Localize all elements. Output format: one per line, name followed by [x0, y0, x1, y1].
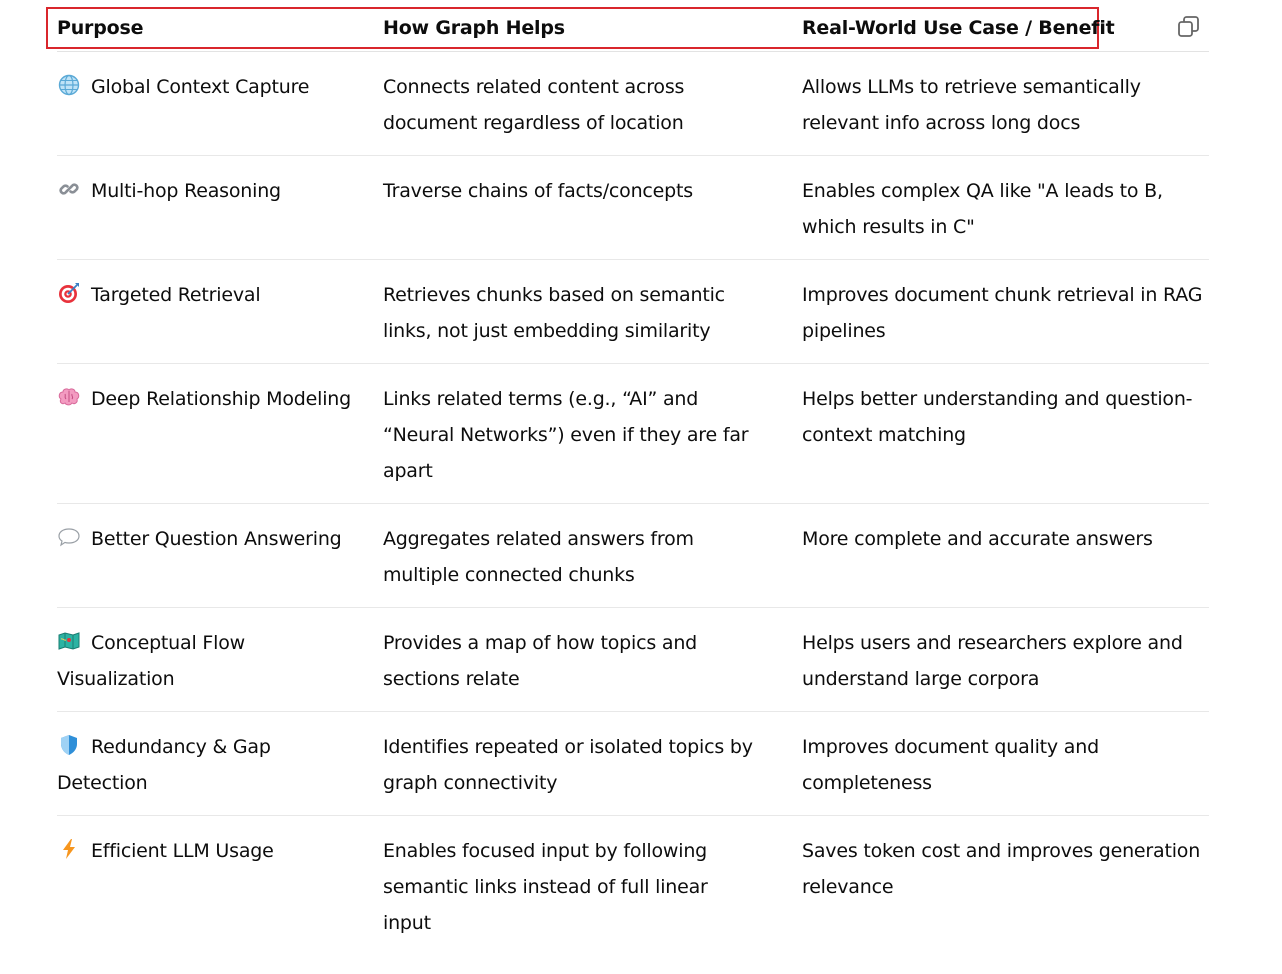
purpose-cell: [57, 381, 357, 417]
benefit-cell: Saves token cost and improves generation relevance: [802, 840, 1201, 898]
globe-icon: [57, 73, 81, 97]
benefit-cell: Improves document quality and completeness: [802, 736, 1099, 794]
how-cell: Links related terms (e.g., “AI” and “Neural Networks”) even if they are far apart: [383, 388, 749, 482]
table-row: [57, 364, 1209, 504]
purpose-cell: [57, 69, 357, 105]
link-icon: [57, 177, 81, 201]
purpose-cell: [57, 729, 357, 801]
table-row: [57, 816, 1209, 956]
purpose-text: Multi-hop Reasoning: [91, 180, 281, 202]
benefit-cell: More complete and accurate answers: [802, 528, 1153, 550]
purpose-cell: [57, 833, 357, 869]
benefit-cell: Helps users and researchers explore and understand large corpora: [802, 632, 1183, 690]
purpose-cell: [57, 625, 357, 697]
table-row: [57, 712, 1209, 816]
benefit-cell: Enables complex QA like "A leads to B, which results in C": [802, 180, 1163, 238]
how-cell: Connects related content across document regardless of location: [383, 76, 685, 134]
table-row: [57, 608, 1209, 712]
purpose-text: Targeted Retrieval: [91, 284, 261, 306]
how-cell: Aggregates related answers from multiple connected chunks: [383, 528, 694, 586]
table-row: [57, 504, 1209, 608]
shield-icon: [57, 733, 81, 757]
purpose-text: Redundancy & Gap Detection: [57, 736, 271, 794]
purpose-text: Better Question Answering: [91, 528, 342, 550]
how-cell: Retrieves chunks based on semantic links, not just embedding similarity: [383, 284, 725, 342]
brain-icon: [57, 385, 81, 409]
purpose-text: Global Context Capture: [91, 76, 310, 98]
lightning-icon: [57, 837, 81, 861]
purpose-cell: [57, 521, 357, 557]
purpose-cell: [57, 277, 357, 313]
purpose-text: Deep Relationship Modeling: [91, 388, 352, 410]
purpose-cell: [57, 173, 357, 209]
header-benefit: Real-World Use Case / Benefit: [802, 17, 1115, 39]
benefit-cell: Helps better understanding and question-context matching: [802, 388, 1193, 446]
how-cell: Enables focused input by following semantic links instead of full linear input: [383, 840, 708, 934]
how-cell: Provides a map of how topics and sections relate: [383, 632, 698, 690]
speech-bubble-icon: [57, 525, 81, 549]
how-cell: Identifies repeated or isolated topics by graph connectivity: [383, 736, 753, 794]
target-icon: [57, 281, 81, 305]
header-how-graph-helps: How Graph Helps: [383, 17, 565, 39]
table-row: [57, 52, 1209, 156]
map-icon: [57, 629, 81, 653]
table-row: [57, 156, 1209, 260]
how-cell: Traverse chains of facts/concepts: [383, 180, 693, 202]
data-table: [57, 0, 1209, 956]
table-row: [57, 260, 1209, 364]
benefit-cell: Allows LLMs to retrieve semantically relevant info across long docs: [802, 76, 1141, 134]
header-purpose: Purpose: [57, 17, 144, 39]
benefit-cell: Improves document chunk retrieval in RAG pipelines: [802, 284, 1203, 342]
table-header-row: [57, 0, 1209, 52]
purpose-text: Efficient LLM Usage: [91, 840, 274, 862]
purpose-text: Conceptual Flow Visualization: [57, 632, 245, 690]
